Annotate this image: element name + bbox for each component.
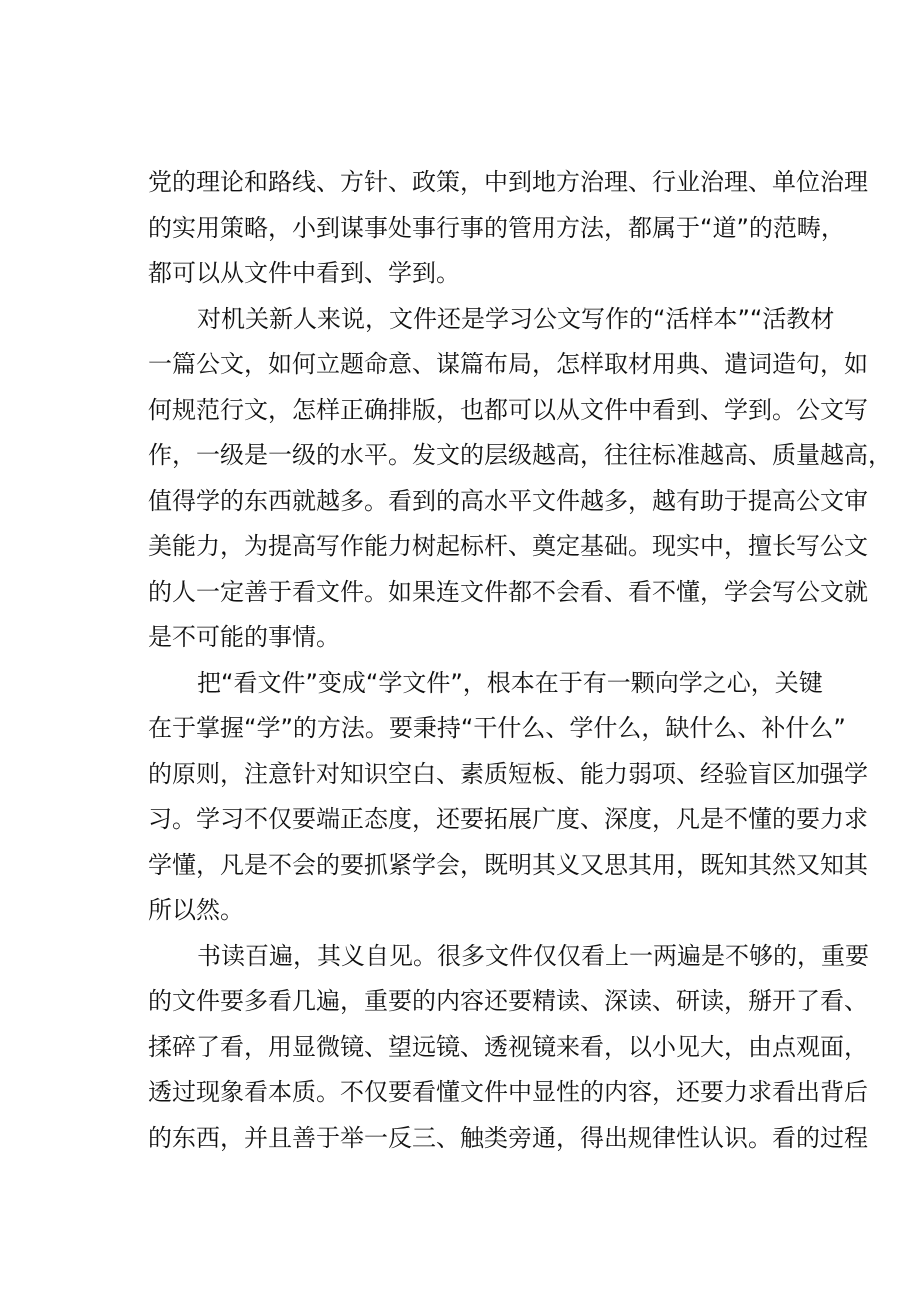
text-line: 揉 碎 了 看 ， 用 显 微 镜 、 望 远 镜 、 透 视 镜 来 看 ， 以 小 见 大 ， 由 点 观 面 ， [148, 1032, 868, 1061]
text-line: 习 。 学 习 不 仅 要 端 正 态 度 ， 还 要 拓 展 广 度 、 深 度 ， 凡 是 不 懂 的 要 力 求 [148, 805, 868, 833]
text-line: 党 的 理 论 和 路 线 、 方 针 、 政 策 ， 中 到 地 方 治 理 、 行 业 治 理 、 单 位 治 理 [148, 168, 868, 196]
text-line: 的 文 件 要 多 看 几 遍 ， 重 要 的 内 容 还 要 精 读 、 深 读 、 研 读 ， 掰 开 了 看 、 [148, 987, 868, 1015]
text-line: 学 懂 ， 凡 是 不 会 的 要 抓 紧 学 会 ， 既 明 其 义 又 思 其 用 ， 既 知 其 然 又 知 其 [148, 850, 868, 879]
text-line: 所 以 然 。 [148, 896, 244, 924]
text-line: 都 可 以 从 文 件 中 看 到 、 学 到 。 [148, 259, 460, 287]
text-line: 在 于 掌 握 “ 学 ” 的 方 法 。 要 秉 持 “ 干 什 么 、 学 什 么 ， 缺 什 么 、 补 什 么 ” [148, 714, 846, 742]
text-line: 作 ， 一 级 是 一 级 的 水 平 。 发 文 的 层 级 越 高 ， 往 往 标 准 越 高 、 质 量 越 高 ， [148, 441, 892, 469]
text-line: 何 规 范 行 文 ， 怎 样 正 确 排 版 ， 也 都 可 以 从 文 件 中 看 到 、 学 到 。 公 文 写 [148, 395, 868, 424]
text-line: 一 篇 公 文 ， 如 何 立 题 命 意 、 谋 篇 布 局 ， 怎 样 取 材 用 典 、 遣 词 造 句 ， 如 [148, 350, 868, 378]
text-line: 把 “ 看 文 件 ” 变 成 “ 学 文 件 ” ， 根 本 在 于 有 一 颗 向 学 之 心 ， 关 键 [197, 668, 823, 697]
text-line: 美 能 力 ， 为 提 高 写 作 能 力 树 起 标 杆 、 奠 定 基 础 。 现 实 中 ， 擅 长 写 公 文 [148, 532, 868, 560]
text-line: 是 不 可 能 的 事 情 。 [148, 623, 340, 651]
text-line: 的 原 则 ， 注 意 针 对 知 识 空 白 、 素 质 短 板 、 能 力 弱 项 、 经 验 盲 区 加 强 学 [148, 759, 868, 788]
text-line: 对 机 关 新 人 来 说 ， 文 件 还 是 学 习 公 文 写 作 的 “ 活 样 本 ” “ 活 教 材 [197, 304, 835, 333]
text-line: 的 实 用 策 略 ， 小 到 谋 事 处 事 行 事 的 管 用 方 法 ， 都 属 于 “ 道 ” 的 范 畴 ， [148, 213, 845, 242]
text-line: 书 读 百 遍 ， 其 义 自 见 。 很 多 文 件 仅 仅 看 上 一 两 遍 是 不 够 的 ， 重 要 [197, 941, 869, 970]
text-line: 值 得 学 的 东 西 就 越 多 。 看 到 的 高 水 平 文 件 越 多 ， 越 有 助 于 提 高 公 文 审 [148, 486, 868, 515]
text-line: 透 过 现 象 看 本 质 。 不 仅 要 看 懂 文 件 中 显 性 的 内 容 ， 还 要 力 求 看 出 背 后 [148, 1078, 868, 1106]
text-line: 的 东 西 ， 并 且 善 于 举 一 反 三 、 触 类 旁 通 ， 得 出 规 律 性 认 识 。 看 的 过 程 [148, 1123, 868, 1152]
document-body [148, 160, 892, 1161]
text-line: 的 人 一 定 善 于 看 文 件 。 如 果 连 文 件 都 不 会 看 、 看 不 懂 ， 学 会 写 公 文 就 [148, 577, 868, 606]
